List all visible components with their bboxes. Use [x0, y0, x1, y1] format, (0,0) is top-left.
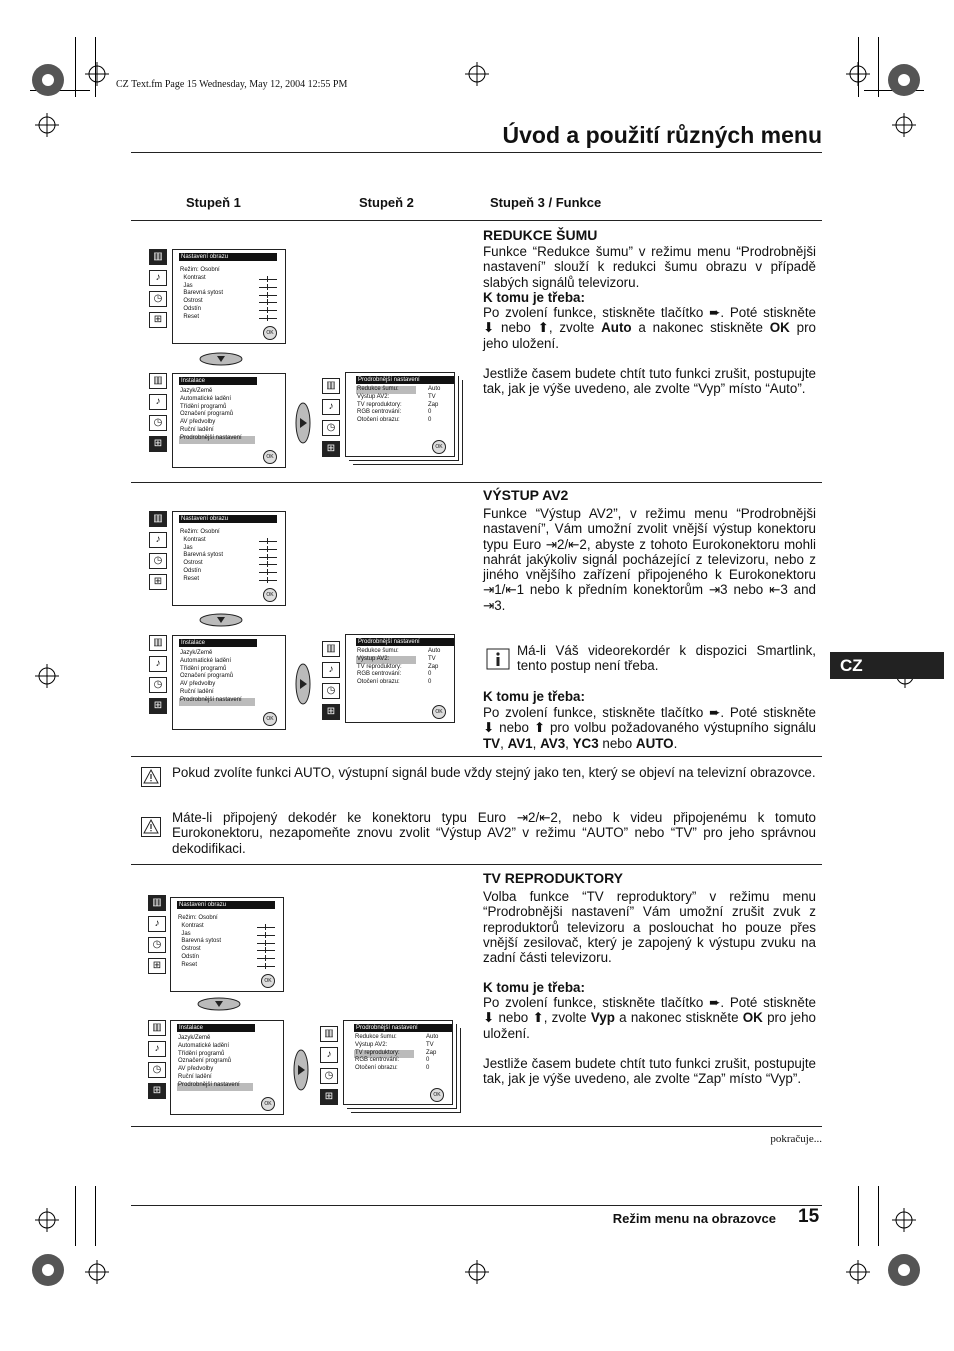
section1-procedure: Po zvolení funkce, stiskněte tlačítko ➨. Poté stiskněte ⬇ nebo ⬆, zvolte Auto a nakonec stiskněte OK pro jeho uložení.	[483, 305, 816, 351]
ok-icon: OK	[261, 974, 275, 988]
timer-icon: ◷	[148, 1062, 166, 1078]
ok-icon: OK	[432, 705, 446, 719]
page-number: 15	[798, 1206, 820, 1227]
menu-icon-column	[149, 511, 167, 595]
crop-mark	[75, 1186, 76, 1246]
crop-mark	[75, 37, 76, 97]
file-header: CZ Text.fm Page 15 Wednesday, May 12, 2004 12:55 PM	[116, 79, 348, 90]
section-divider	[131, 864, 822, 865]
setup-icon: ⊞	[149, 698, 167, 714]
detail-menu-screen	[345, 634, 455, 723]
picture-menu-screen	[172, 249, 286, 344]
sound-icon: ♪	[322, 399, 340, 415]
timer-icon: ◷	[148, 937, 166, 953]
sound-icon: ♪	[149, 532, 167, 548]
registration-target	[35, 1208, 59, 1232]
setup-icon: ⊞	[148, 958, 166, 974]
ok-icon: OK	[263, 588, 277, 602]
menu-icon-column	[148, 895, 166, 979]
page-title: Úvod a použití různých menu	[502, 122, 822, 148]
registration-target	[30, 62, 66, 98]
sound-icon: ♪	[148, 916, 166, 932]
detail-menu-screen	[345, 372, 455, 457]
language-tab: CZ	[830, 652, 944, 679]
footer-rule	[131, 1205, 822, 1206]
setup-icon: ⊞	[149, 436, 167, 452]
picture-icon: ▥	[149, 373, 167, 389]
registration-target	[846, 62, 870, 86]
warning-note: Máte-li připojený dekodér ke konektoru typu Euro ⇥2/⇤2, nebo k videu připojenému k tomuto Eurokonektoru, nezapomeňte znovu zvolit “Výstup AV2” v režimu “AUTO” nebo “TV” pro jeho správnou dekodifikaci.	[172, 810, 816, 856]
menu-icon-column	[322, 378, 340, 462]
ok-icon: OK	[263, 450, 277, 464]
menu-icon-column	[322, 641, 340, 725]
picture-icon: ▥	[322, 378, 340, 394]
registration-target	[465, 62, 489, 86]
registration-target	[465, 1260, 489, 1284]
menu-title: Nastavení obrazu	[177, 901, 275, 909]
right-arrow-icon	[293, 1049, 309, 1091]
menu-items: Jazyk/Země Automatické ladění Třídění programů Označení programů AV předvolby Ruční ladění Prodrobnější nastavení	[180, 388, 242, 441]
picture-icon: ▥	[322, 641, 340, 657]
warning-icon	[141, 767, 161, 787]
menu-title: Nastavení obrazu	[179, 515, 277, 523]
section1-intro: Funkce “Redukce šumu” v režimu menu “Prodrobnějši nastavení” slouží k redukci šumu obrazu v případě slabých signálů televizoru.	[483, 244, 816, 290]
warning-note: Pokud zvolíte funkci AUTO, výstupní signál bude vždy stejný jako ten, který se objeví na televizní obrazovce.	[172, 765, 816, 780]
ok-icon: OK	[432, 440, 446, 454]
section-divider	[131, 220, 822, 221]
install-menu-screen	[170, 1020, 284, 1115]
picture-icon: ▥	[148, 895, 166, 911]
sound-icon: ♪	[322, 662, 340, 678]
setup-icon: ⊞	[322, 704, 340, 720]
registration-target	[886, 1252, 922, 1288]
setup-icon: ⊞	[320, 1089, 338, 1105]
menu-title: Nastavení obrazu	[179, 253, 277, 261]
setup-icon: ⊞	[149, 312, 167, 328]
down-arrow-icon	[197, 997, 241, 1011]
section-title-tv-speakers: TV REPRODUKTORY	[483, 870, 624, 886]
picture-icon: ▥	[148, 1020, 166, 1036]
down-arrow-icon	[199, 613, 243, 627]
section-divider	[131, 482, 822, 483]
menu-values: Auto TV Zap 0 0	[426, 1034, 439, 1072]
menu-items: Režim: Osobní Kontrast Jas Barevná sytost Ostrost Odstín Reset	[180, 267, 224, 320]
right-arrow-icon	[295, 663, 311, 705]
registration-target	[85, 1260, 109, 1284]
crop-mark	[95, 1186, 96, 1246]
section2-intro: Funkce “Výstup AV2”, v režimu menu “Prodrobnějši nastavení”, Vám umožní zvolit vnější výstup konektoru typu Euro ⇥2/⇤2, abyste z tohoto Eurokonektoru mohli nahrát jakýkoliv signál pocházející z televizoru, nebo z jiného vnějšího zařízení připojeného k Eurokonektoru ⇥1/⇤1 nebo k předním konektorům ⇥3 nebo ⇤3 and ⇥3.	[483, 506, 816, 613]
registration-target	[886, 62, 922, 98]
info-icon	[486, 648, 510, 670]
menu-title: Prodrobnější nastavení	[356, 376, 454, 384]
crop-mark	[878, 37, 879, 97]
ok-icon: OK	[430, 1088, 444, 1102]
registration-target	[35, 664, 59, 688]
sound-icon: ♪	[320, 1047, 338, 1063]
section1-cancel: Jestliže časem budete chtít tuto funkci zrušit, postupujte tak, jak je výše uvedeno, ale zvolte “Vyp” místo “Auto”.	[483, 366, 816, 397]
section3-cancel: Jestliže časem budete chtít tuto funkci zrušit, postupujte tak, jak je výše uvedeno, ale zvolte “Zap” místo “Vyp”.	[483, 1056, 816, 1087]
setup-icon: ⊞	[149, 574, 167, 590]
menu-items: Redukce šumu: Výstup AV2: TV reproduktory: RGB centrování: Otočení obrazu:	[357, 386, 402, 424]
menu-items: Jazyk/Země Automatické ladění Třídění programů Označení programů AV předvolby Ruční ladění Prodrobnější nastavení	[180, 650, 242, 703]
section1-procedure-heading: K tomu je třeba:	[483, 290, 585, 305]
menu-title: Prodrobnější nastavení	[356, 638, 454, 646]
sound-icon: ♪	[148, 1041, 166, 1057]
timer-icon: ◷	[322, 683, 340, 699]
column-header-step3: Stupeň 3 / Funkce	[490, 195, 602, 210]
title-rule	[131, 152, 822, 153]
down-arrow-icon	[199, 352, 243, 366]
ok-icon: OK	[263, 712, 277, 726]
install-menu-screen	[172, 373, 286, 468]
menu-icon-column	[149, 373, 167, 457]
menu-values: Auto TV Zap 0 0	[428, 386, 441, 424]
registration-target	[892, 113, 916, 137]
picture-menu-screen	[170, 897, 284, 992]
menu-title: Instalace	[177, 1024, 255, 1032]
menu-items: Redukce šumu: Výstup AV2: TV reproduktory: RGB centrování: Otočení obrazu:	[355, 1034, 400, 1072]
section-title-noise-reduction: REDUKCE ŠUMU	[483, 227, 598, 243]
column-header-step2: Stupeň 2	[359, 195, 414, 210]
detail-menu-screen	[343, 1020, 453, 1105]
section2-procedure-heading: K tomu je třeba:	[483, 689, 585, 704]
menu-title: Instalace	[179, 377, 257, 385]
registration-target	[30, 1252, 66, 1288]
menu-icon-column	[148, 1020, 166, 1104]
section3-procedure-heading: K tomu je třeba:	[483, 980, 585, 995]
section-title-av2-output: VÝSTUP AV2	[483, 487, 569, 503]
section3-intro: Volba funkce “TV reproduktory” v režimu menu “Prodrobnějši nastavení” Vám umožní zrušit zvuk z reproduktorů televizoru a poslouchat ho pouze přes vnější zesilovač, který je zapojený k výstupu zvuku na zadní části televizoru.	[483, 889, 816, 966]
footer-section-label: Režim menu na obrazovce	[612, 1211, 776, 1226]
timer-icon: ◷	[149, 415, 167, 431]
section2-info-note: Má-li Váš videorekordér k dispozici Smartlink, tento postup není třeba.	[517, 643, 816, 674]
picture-icon: ▥	[149, 635, 167, 651]
sound-icon: ♪	[149, 270, 167, 286]
timer-icon: ◷	[322, 420, 340, 436]
crop-mark	[878, 1186, 879, 1246]
menu-values: Auto TV Zap 0 0	[428, 648, 441, 686]
timer-icon: ◷	[320, 1068, 338, 1084]
timer-icon: ◷	[149, 677, 167, 693]
registration-target	[846, 1260, 870, 1284]
ok-icon: OK	[261, 1097, 275, 1111]
column-header-step1: Stupeň 1	[186, 195, 241, 210]
menu-title: Prodrobnější nastavení	[354, 1024, 452, 1032]
section-divider	[131, 1126, 822, 1127]
menu-items: Jazyk/Země Automatické ladění Třídění programů Označení programů AV předvolby Ruční ladění Prodrobnější nastavení	[178, 1035, 240, 1088]
sound-icon: ♪	[149, 656, 167, 672]
menu-items: Režim: Osobní Kontrast Jas Barevná sytost Ostrost Odstín Reset	[178, 915, 222, 968]
picture-icon: ▥	[149, 249, 167, 265]
right-arrow-icon	[295, 402, 311, 444]
menu-title: Instalace	[179, 639, 257, 647]
registration-target	[892, 1208, 916, 1232]
registration-target	[35, 113, 59, 137]
menu-icon-column	[320, 1026, 338, 1110]
picture-menu-screen	[172, 511, 286, 606]
picture-icon: ▥	[149, 511, 167, 527]
section2-procedure: Po zvolení funkce, stiskněte tlačítko ➨. Poté stiskněte ⬇ nebo ⬆ pro volbu požadovaného výstupního signálu TV, AV1, AV3, YC3 nebo AUTO.	[483, 705, 816, 751]
menu-icon-column	[149, 249, 167, 333]
menu-items: Redukce šumu: Výstup AV2: TV reproduktory: RGB centrování: Otočení obrazu:	[357, 648, 402, 686]
registration-target	[85, 62, 109, 86]
warning-icon	[141, 817, 161, 837]
section-divider	[131, 756, 822, 757]
picture-icon: ▥	[320, 1026, 338, 1042]
continued-label: pokračuje...	[770, 1133, 822, 1145]
sound-icon: ♪	[149, 394, 167, 410]
ok-icon: OK	[263, 326, 277, 340]
menu-icon-column	[149, 635, 167, 719]
install-menu-screen	[172, 635, 286, 730]
setup-icon: ⊞	[322, 441, 340, 457]
crop-mark	[858, 1186, 859, 1246]
menu-items: Režim: Osobní Kontrast Jas Barevná sytost Ostrost Odstín Reset	[180, 529, 224, 582]
section3-procedure: Po zvolení funkce, stiskněte tlačítko ➨. Poté stiskněte ⬇ nebo ⬆, zvolte Vyp a nakonec stiskněte OK pro jeho uložení.	[483, 995, 816, 1041]
setup-icon: ⊞	[148, 1083, 166, 1099]
timer-icon: ◷	[149, 291, 167, 307]
timer-icon: ◷	[149, 553, 167, 569]
